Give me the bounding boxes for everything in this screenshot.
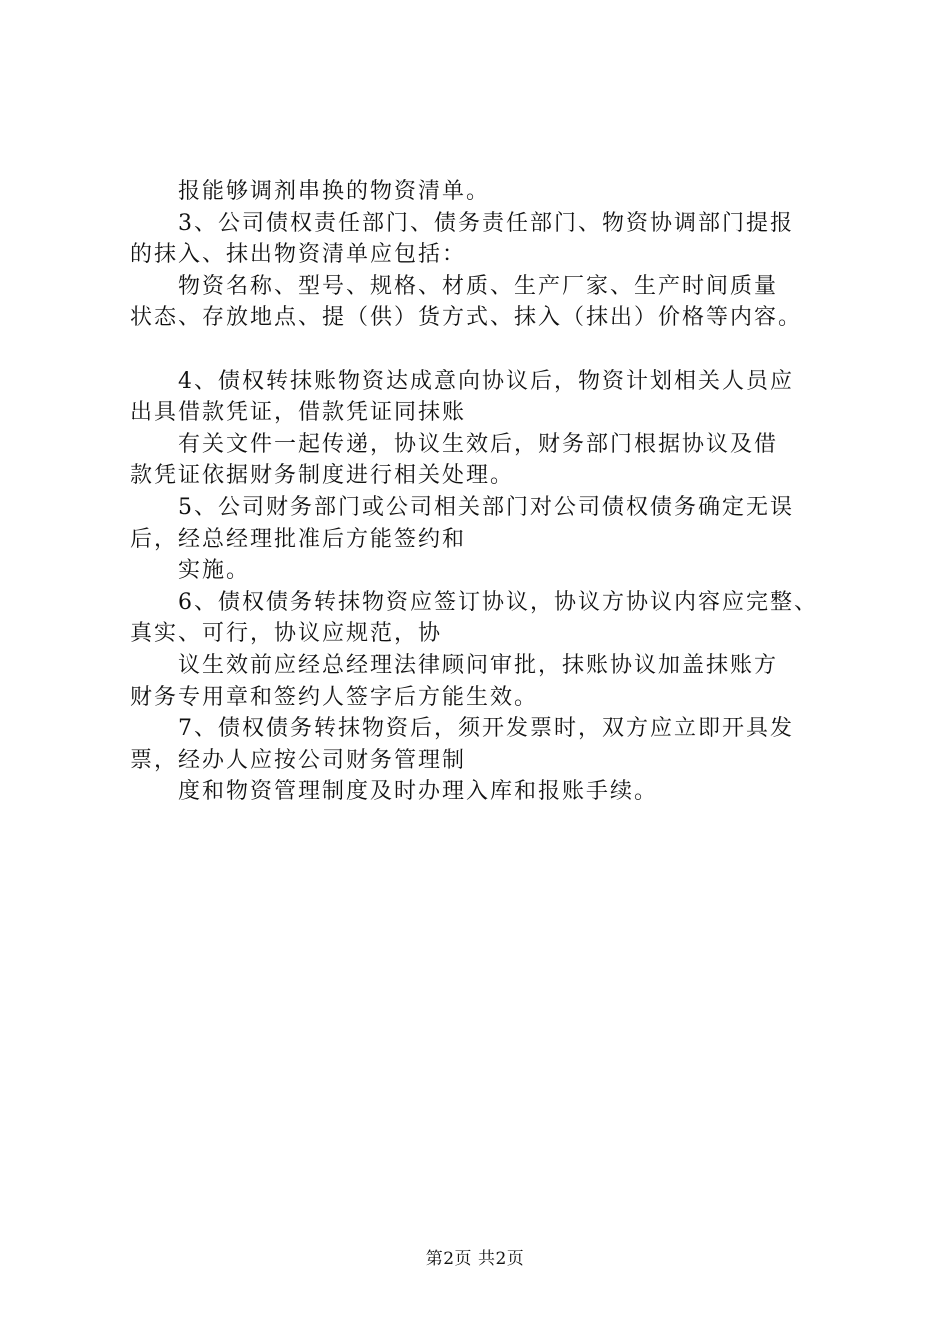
paragraph-line: 6、债权债务转抹物资应签订协议，协议方协议内容应完整、	[178, 589, 818, 615]
paragraph-line: 7、债权债务转抹物资后，须开发票时，双方应立即开具发	[178, 716, 794, 742]
paragraph-line: 财务专用章和签约人签字后方能生效。	[130, 684, 539, 710]
paragraph-line: 实施。	[178, 558, 251, 584]
paragraph-line: 后，经总经理批准后方能签约和	[130, 526, 467, 552]
paragraph-line: 状态、存放地点、提（供）货方式、抹入（抹出）价格等内容。	[130, 305, 803, 331]
document-body	[130, 176, 870, 808]
paragraph-line: 度和物资管理制度及时办理入库和报账手续。	[178, 779, 659, 805]
paragraph-line: 有关文件一起传递，协议生效后，财务部门根据协议及借	[178, 431, 779, 457]
paragraph-line: 4、债权转抹账物资达成意向协议后，物资计划相关人员应	[178, 368, 794, 394]
paragraph-line: 票，经办人应按公司财务管理制	[130, 747, 467, 773]
paragraph-line: 3、公司债权责任部门、债务责任部门、物资协调部门提报	[178, 210, 794, 236]
paragraph-line: 款凭证依据财务制度进行相关处理。	[130, 463, 515, 489]
paragraph-line: 报能够调剂串换的物资清单。	[178, 179, 491, 204]
blank-line	[130, 334, 870, 366]
paragraph-line: 议生效前应经总经理法律顾问审批，抹账协议加盖抹账方	[178, 652, 779, 678]
page-footer: 第2页 共2页	[425, 1249, 525, 1269]
paragraph-line: 的抹入、抹出物资清单应包括：	[130, 242, 467, 268]
paragraph-line: 真实、可行，协议应规范，协	[130, 621, 443, 647]
paragraph-line: 物资名称、型号、规格、材质、生产厂家、生产时间质量	[178, 273, 779, 299]
paragraph-line: 出具借款凭证，借款凭证同抹账	[130, 400, 467, 426]
paragraph-line: 5、公司财务部门或公司相关部门对公司债权债务确定无误	[178, 494, 794, 520]
